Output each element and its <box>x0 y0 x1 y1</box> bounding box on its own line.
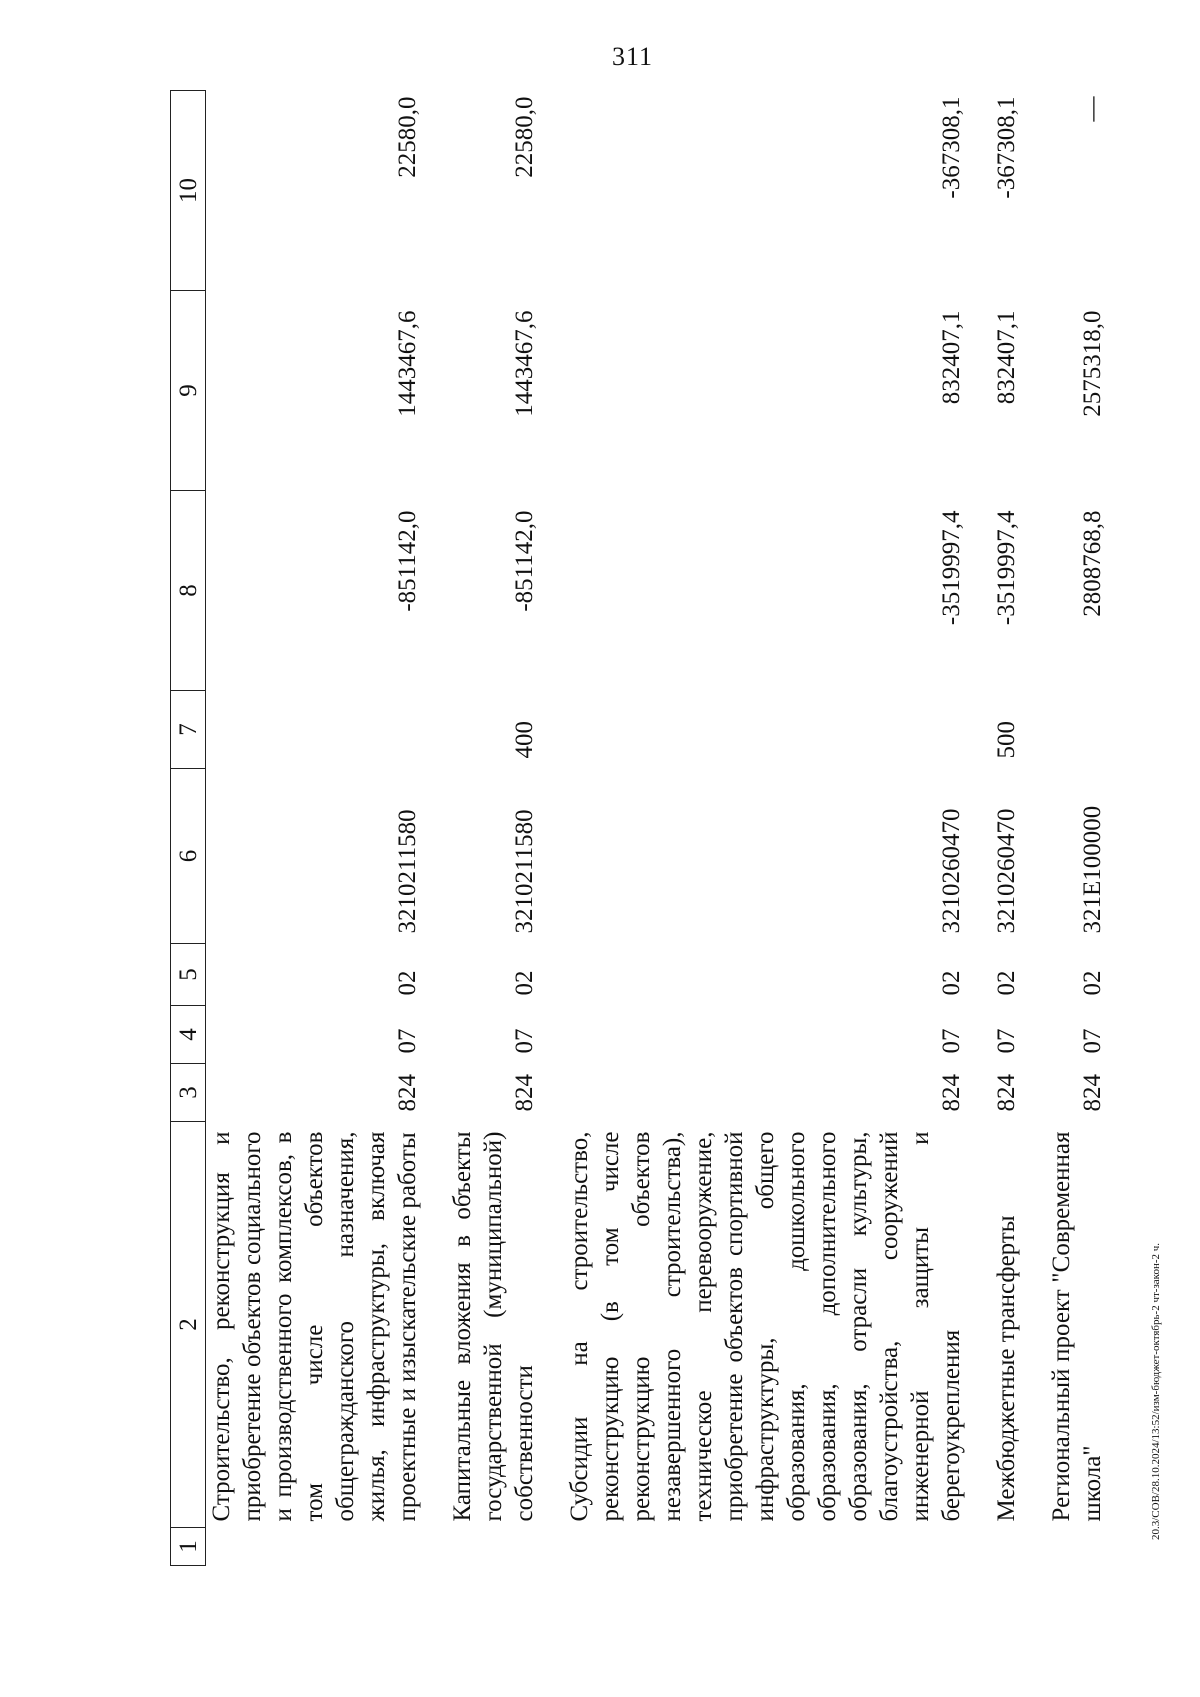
row-col-4: 07 <box>1079 1028 1106 1054</box>
row-col-7 <box>564 691 967 769</box>
row-name: Капитальные вложения в объекты государственной (муниципальной) собственности <box>449 1131 538 1522</box>
row-col-5: 02 <box>938 970 965 996</box>
row-col-4: 07 <box>511 1028 538 1054</box>
row-col-3: 824 <box>394 1074 421 1112</box>
row-col-7: 500 <box>993 721 1020 759</box>
row-col-10: -367308,1 <box>993 96 1020 199</box>
row-col-3: 824 <box>938 1074 965 1112</box>
spacer-cell <box>540 91 564 1566</box>
row-col-8: -851142,0 <box>511 510 538 612</box>
row-col-10: 22580,0 <box>511 96 538 178</box>
header-col-10: 10 <box>171 91 206 291</box>
budget-table <box>170 90 1108 1566</box>
row-col-3: 824 <box>1079 1074 1106 1112</box>
row-col-6: 321E100000 <box>1079 805 1106 934</box>
row-col-6: 3210211580 <box>394 809 421 934</box>
table-row <box>447 91 540 1566</box>
footer-code: 20.3/СОВ/28.10.2024/13:52/изм-бюджет-октябрь-2 чт-закон-2 ч. <box>1150 1242 1162 1540</box>
table-row <box>991 91 1022 1566</box>
row-col-6: 3210260470 <box>938 808 965 934</box>
row-col-4: 07 <box>938 1028 965 1054</box>
row-col-5: 02 <box>394 970 421 996</box>
header-col-8: 8 <box>171 491 206 691</box>
row-col-7: 400 <box>511 721 538 759</box>
row-col-1 <box>1046 1528 1108 1566</box>
header-col-4: 4 <box>171 1006 206 1064</box>
row-col-10: 22580,0 <box>394 96 421 178</box>
row-col-9: 1443467,6 <box>511 310 538 417</box>
header-col-9: 9 <box>171 291 206 491</box>
table-row <box>206 91 424 1566</box>
row-col-8: 2808768,8 <box>1079 510 1106 617</box>
spacer-cell <box>1022 91 1046 1566</box>
row-col-7 <box>206 691 424 769</box>
row-col-1 <box>564 1528 967 1566</box>
row-col-6: 3210260470 <box>993 808 1020 934</box>
row-col-5: 02 <box>1079 970 1106 996</box>
header-col-3: 3 <box>171 1064 206 1122</box>
spacer-cell <box>967 91 991 1566</box>
row-col-5: 02 <box>993 970 1020 996</box>
rotated-table-wrapper <box>170 91 1106 1566</box>
row-col-5: 02 <box>511 970 538 996</box>
header-col-1: 1 <box>171 1528 206 1566</box>
row-spacer <box>967 91 991 1566</box>
row-spacer <box>540 91 564 1566</box>
page-number: 311 <box>612 42 654 71</box>
row-col-10: — <box>1079 96 1106 122</box>
row-col-9: 832407,1 <box>993 310 1020 405</box>
spacer-cell <box>423 91 447 1566</box>
row-spacer <box>423 91 447 1566</box>
row-col-9: 2575318,0 <box>1079 310 1106 417</box>
row-name: Субсидии на строительство, реконструкцию (в том числе реконструкцию объектов незавершенного строительства), техническое перевооружение, приобретение объектов спортивной инфраструктуры, общего образования, дошкольного образования, дополнительного образования, отрасли культуры, благоустройства, сооружений инженерной защиты и берегоукрепления <box>566 1131 965 1522</box>
row-col-7 <box>1046 691 1108 769</box>
row-col-4: 07 <box>993 1028 1020 1054</box>
row-col-8: -851142,0 <box>394 510 421 612</box>
row-col-8: -3519997,4 <box>993 510 1020 626</box>
row-name: Строительство, реконструкция и приобретение объектов социального и производственного комплексов, в том числе объектов общегражданского назначения, жилья, инфраструктуры, включая проектные и изыскательские работы <box>208 1131 421 1522</box>
header-col-5: 5 <box>171 944 206 1006</box>
row-col-10: -367308,1 <box>938 96 965 199</box>
header-col-7: 7 <box>171 691 206 769</box>
row-spacer <box>1022 91 1046 1566</box>
row-col-9: 1443467,6 <box>394 310 421 417</box>
row-col-8: -3519997,4 <box>938 510 965 626</box>
row-col-4: 07 <box>394 1028 421 1054</box>
row-col-6: 3210211580 <box>511 809 538 934</box>
row-name: Межбюджетные трансферты <box>993 1215 1020 1522</box>
row-col-3: 824 <box>511 1074 538 1112</box>
row-name: Региональный проект "Современная школа" <box>1048 1131 1106 1522</box>
header-col-6: 6 <box>171 769 206 944</box>
table-row <box>1046 91 1108 1566</box>
table-row <box>564 91 967 1566</box>
header-row <box>171 91 206 1566</box>
row-col-3: 824 <box>993 1074 1020 1112</box>
header-col-2: 2 <box>171 1122 206 1528</box>
row-col-1 <box>991 1528 1022 1566</box>
row-col-9: 832407,1 <box>938 310 965 405</box>
row-col-1 <box>447 1528 540 1566</box>
row-col-1 <box>206 1528 424 1566</box>
